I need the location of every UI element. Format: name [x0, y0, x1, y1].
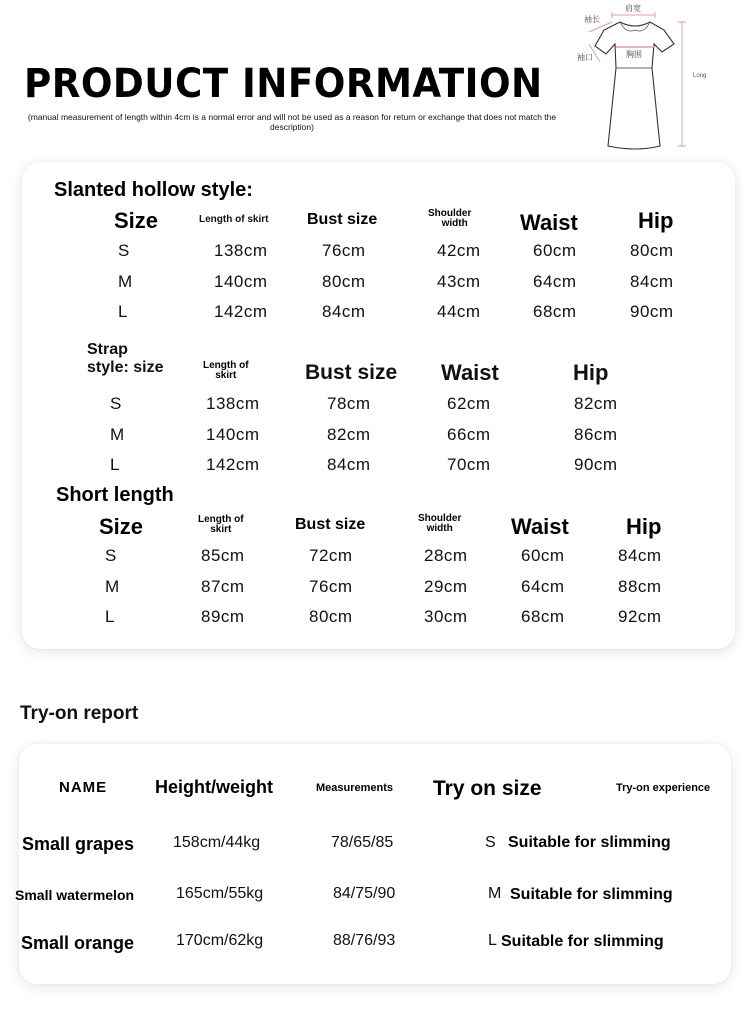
length-label: Long	[693, 73, 707, 79]
tryon-report-title: Try-on report	[20, 703, 139, 724]
header-hip: Hip	[626, 514, 662, 539]
header-hip: Hip	[638, 208, 674, 233]
header-length: Length of skirt	[203, 360, 249, 381]
header-waist: Waist	[441, 360, 499, 385]
dress-measurement-diagram	[560, 0, 750, 158]
cuff-label: 袖口	[577, 53, 593, 62]
header-bust: Bust size	[307, 211, 378, 228]
header-try-on-experience: Try-on experience	[616, 782, 711, 794]
header-try-on-size: Try on size	[433, 777, 542, 800]
size-chart-card	[22, 162, 735, 649]
header-shoulder: Shoulder width	[418, 513, 462, 534]
measurement-disclaimer: (manual measurement of length within 4cm is a normal error and will not be used as a reason for return or exchange that does not match the description)	[27, 112, 557, 132]
header-hip: Hip	[573, 360, 609, 385]
header-height-weight: Height/weight	[155, 777, 273, 797]
header-name: NAME	[59, 779, 108, 796]
header-bust: Bust size	[305, 361, 398, 384]
section-title: Short length	[56, 484, 174, 506]
page-title: PRODUCT INFORMATION	[24, 61, 543, 107]
header-length: Length of skirt	[198, 514, 244, 535]
shoulder-width-label: 肩宽	[625, 4, 641, 13]
header-length: Length of skirt	[199, 214, 269, 225]
header-measurements: Measurements	[316, 782, 394, 794]
section-title: Strap style: size	[87, 341, 164, 376]
header-size: Size	[114, 208, 159, 233]
header-waist: Waist	[511, 514, 569, 539]
section-title: Slanted hollow style:	[54, 179, 253, 201]
sleeve-length-label: 袖长	[584, 15, 600, 24]
header-bust: Bust size	[295, 516, 366, 533]
header-size: Size	[99, 514, 144, 539]
header-shoulder: Shoulder width	[428, 208, 472, 229]
bust-label: 胸围	[626, 50, 642, 59]
header-waist: Waist	[520, 210, 578, 235]
